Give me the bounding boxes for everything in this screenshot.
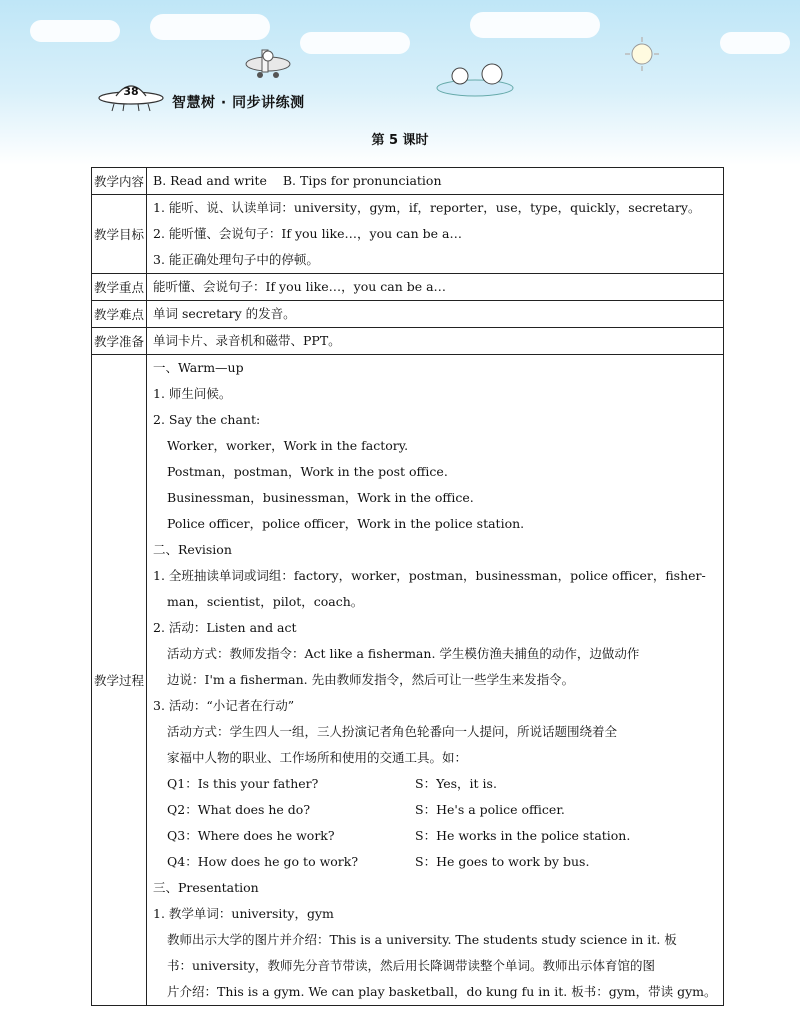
process-line: 活动方式：教师发指令：Act like a fisherman. 学生模仿渔夫捕鱼的动作，边做动作: [167, 646, 640, 661]
page-number: 38: [123, 85, 139, 98]
chant-line: Postman，postman，Work in the post office.: [167, 464, 448, 479]
process-line: 1. 全班抽读单词或词组：factory，worker，postman，businessman，police officer，fisher-: [153, 568, 706, 583]
dialogue-answer: S：He goes to work by bus.: [415, 854, 590, 869]
section-heading: 三、Presentation: [153, 880, 259, 895]
process-line: 活动方式：学生四人一组，三人扮演记者角色轮番向一人提问，所说话题围绕着全: [167, 724, 618, 739]
dialogue-row: [153, 849, 717, 875]
process-line: 3. 活动：“小记者在行动”: [153, 698, 295, 713]
chant-line: Police officer，police officer，Work in the police station.: [167, 516, 525, 531]
row-goals: [92, 195, 724, 274]
dialogue-row: [153, 771, 717, 797]
process-line: 1. 教学单词：university，gym: [153, 906, 334, 921]
row-key-points: [92, 274, 724, 301]
label-difficulties: 教学难点: [92, 301, 147, 328]
dialogue-row: [153, 823, 717, 849]
key-points-text: 能听懂、会说句子：If you like…，you can be a…: [153, 279, 447, 294]
chant-line: Worker，worker，Work in the factory.: [167, 438, 409, 453]
label-preparation: 教学准备: [92, 328, 147, 355]
process-line: 2. 活动：Listen and act: [153, 620, 297, 635]
cloud-2: [150, 14, 270, 40]
process-line: 1. 师生问候。: [153, 386, 232, 401]
process-line: 2. Say the chant:: [153, 412, 261, 427]
goal-line: 2. 能听懂、会说句子：If you like…，you can be a…: [153, 226, 462, 241]
goal-line: 3. 能正确处理句子中的停顿。: [153, 252, 319, 267]
cloud-5: [720, 32, 790, 54]
sun-icon: [624, 36, 660, 72]
lesson-plan-table: [91, 167, 724, 1006]
process-line: 书：university，教师先分音节带读，然后用长降调带读整个单词。教师出示体育馆的图: [167, 958, 656, 973]
dialogue-question: Q4：How does he go to work?: [167, 854, 359, 869]
dialogue-question: Q1：Is this your father?: [167, 776, 319, 791]
dialogue-question: Q2：What does he do?: [167, 802, 311, 817]
row-preparation: [92, 328, 724, 355]
difficulties-text: 单词 secretary 的发音。: [153, 306, 296, 321]
page-number-badge: [96, 78, 166, 116]
process-line: man，scientist，pilot，coach。: [167, 594, 364, 609]
row-process: [92, 355, 724, 1006]
process-line: 边说：I'm a fisherman. 先由教师发指令，然后可让一些学生来发指令。: [167, 672, 575, 687]
process-line: 教师出示大学的图片并介绍：This is a university. The students study science in it. 板: [167, 932, 677, 947]
cloud-4: [470, 12, 600, 38]
goal-line: 1. 能听、说、认读单词：university，gym，if，reporter，use，type，quickly，secretary。: [153, 200, 701, 215]
row-content: [92, 168, 724, 195]
dialogue-question: Q3：Where does he work?: [167, 828, 335, 843]
cloud-3: [300, 32, 410, 54]
content-text: B. Read and write B. Tips for pronunciation: [153, 173, 442, 188]
label-goals: 教学目标: [92, 195, 147, 274]
row-difficulties: [92, 301, 724, 328]
chant-line: Businessman，businessman，Work in the office.: [167, 490, 474, 505]
dialogue-row: [153, 797, 717, 823]
dialogue-answer: S：He works in the police station.: [415, 828, 631, 843]
dialogue-answer: S：Yes，it is.: [415, 776, 497, 791]
process-line: 家福中人物的职业、工作场所和使用的交通工具。如：: [167, 750, 468, 765]
cloud-1: [30, 20, 120, 42]
airplane-illustration: [238, 42, 298, 82]
preparation-text: 单词卡片、录音机和磁带、PPT。: [153, 333, 341, 348]
lesson-title: 第 5 课时: [371, 133, 429, 148]
dialogue-answer: S：He's a police officer.: [415, 802, 565, 817]
section-heading: 一、Warm—up: [153, 360, 244, 375]
label-content: 教学内容: [92, 168, 147, 195]
brand-title: 智慧树 · 同步讲练测: [172, 95, 305, 111]
kid-on-cloud-illustration: [430, 60, 520, 98]
section-heading: 二、Revision: [153, 542, 232, 557]
process-line: 片介绍：This is a gym. We can play basketball，do kung fu in it. 板书：gym，带读 gym。: [167, 984, 717, 999]
label-key-points: 教学重点: [92, 274, 147, 301]
label-process: 教学过程: [92, 355, 147, 1006]
